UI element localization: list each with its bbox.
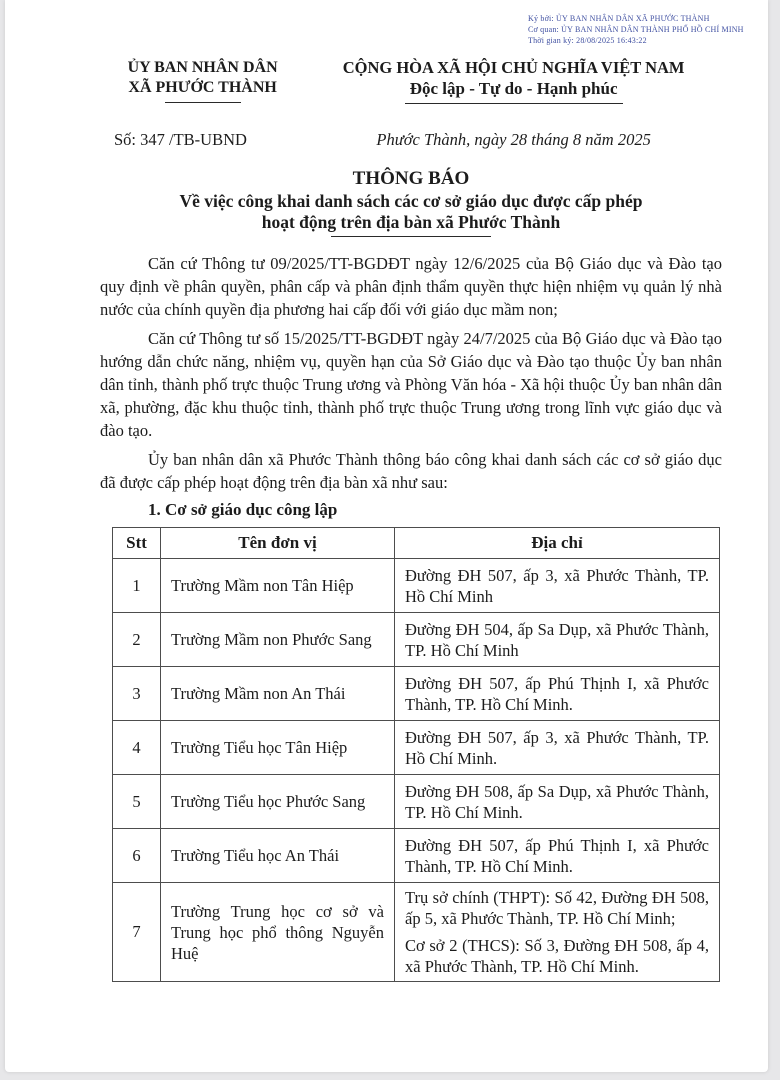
school-address: Đường ĐH 507, ấp 3, xã Phước Thành, TP. Hồ Chí Minh <box>395 559 720 613</box>
school-address: Đường ĐH 507, ấp Phú Thịnh I, xã Phước Thành, TP. Hồ Chí Minh. <box>395 829 720 883</box>
subtitle-underline <box>331 236 491 237</box>
motto-underline <box>405 103 623 104</box>
title-block <box>100 167 722 237</box>
column-header-stt: Stt <box>113 528 161 559</box>
row-index: 5 <box>113 775 161 829</box>
national-motto-block <box>305 58 722 104</box>
school-address-line2: Cơ sở 2 (THCS): Số 3, Đường ĐH 508, ấp 4, xã Phước Thành, TP. Hồ Chí Minh. <box>405 936 709 976</box>
row-index: 1 <box>113 559 161 613</box>
place-and-date: Phước Thành, ngày 28 tháng 8 năm 2025 <box>376 130 651 149</box>
signature-signer: Ký bởi: ỦY BAN NHÂN DÂN XÃ PHƯỚC THÀNH <box>528 14 710 23</box>
school-name: Trường Trung học cơ sở và Trung học phổ thông Nguyễn Huệ <box>161 883 395 982</box>
row-index: 7 <box>113 883 161 982</box>
school-name: Trường Mầm non Phước Sang <box>161 613 395 667</box>
table-header-row <box>113 528 720 559</box>
table-row <box>113 775 720 829</box>
school-address <box>395 883 720 982</box>
school-address-line1: Trụ sở chính (THPT): Số 42, Đường ĐH 508, ấp 5, xã Phước Thành, TP. Hồ Chí Minh; <box>405 888 709 928</box>
paragraph-legal-basis-2: Căn cứ Thông tư số 15/2025/TT-BGDĐT ngày 24/7/2025 của Bộ Giáo dục và Đào tạo hướng dẫn chức năng, nhiệm vụ, quyền hạn của Sở Giáo dục và Đào tạo thuộc Ủy ban nhân dân tỉnh, thành phố trực thuộc Trung ương và Phòng Văn hóa - Xã hội thuộc Ủy ban nhân dân xã, phường, đặc khu thuộc tỉnh, thành phố trực thuộc Trung ương trong lĩnh vực giáo dục và đào tạo. <box>100 329 722 440</box>
number-date-row <box>100 130 722 150</box>
row-index: 4 <box>113 721 161 775</box>
column-header-address: Địa chỉ <box>395 528 720 559</box>
school-name: Trường Mầm non Tân Hiệp <box>161 559 395 613</box>
document-subtitle-line2: hoạt động trên địa bàn xã Phước Thành <box>261 212 561 232</box>
national-title: CỘNG HÒA XÃ HỘI CHỦ NGHĨA VIỆT NAM <box>342 58 685 77</box>
paragraph-announcement: Ủy ban nhân dân xã Phước Thành thông báo công khai danh sách các cơ sở giáo dục đã được cấp phép hoạt động trên địa bàn xã như sau: <box>100 450 722 492</box>
issuer-name-line1: ỦY BAN NHÂN DÂN <box>127 59 278 76</box>
school-address: Đường ĐH 508, ấp Sa Dụp, xã Phước Thành, TP. Hồ Chí Minh. <box>395 775 720 829</box>
row-index: 3 <box>113 667 161 721</box>
document-subtitle-line1: Về việc công khai danh sách các cơ sở giáo dục được cấp phép <box>179 191 643 211</box>
document-number: Số: 347 /TB-UBND <box>114 130 247 149</box>
national-motto: Độc lập - Tự do - Hạnh phúc <box>409 79 618 98</box>
table-row <box>113 883 720 982</box>
table-row <box>113 667 720 721</box>
row-index: 6 <box>113 829 161 883</box>
section-heading-public-schools: 1. Cơ sở giáo dục công lập <box>148 500 338 519</box>
table-row <box>113 559 720 613</box>
table-row <box>113 613 720 667</box>
issuing-authority-block <box>100 58 305 104</box>
school-address: Đường ĐH 507, ấp 3, xã Phước Thành, TP. Hồ Chí Minh. <box>395 721 720 775</box>
column-header-name: Tên đơn vị <box>161 528 395 559</box>
school-name: Trường Tiểu học An Thái <box>161 829 395 883</box>
issuer-underline <box>165 102 241 103</box>
document-title: THÔNG BÁO <box>352 168 470 189</box>
signature-time: Thời gian ký: 28/08/2025 16:43:22 <box>528 36 647 45</box>
paragraph-legal-basis-1: Căn cứ Thông tư 09/2025/TT-BGDĐT ngày 12/6/2025 của Bộ Giáo dục và Đào tạo quy định về phân quyền, phân cấp và phân định thẩm quyền thực hiện nhiệm vụ quản lý nhà nước của chính quyền địa phương hai cấp đối với giáo dục mầm non; <box>100 254 722 319</box>
table-row <box>113 721 720 775</box>
table-row <box>113 829 720 883</box>
row-index: 2 <box>113 613 161 667</box>
signature-agency: Cơ quan: ỦY BAN NHÂN DÂN THÀNH PHỐ HỒ CHÍ MINH <box>528 25 744 34</box>
public-schools-table <box>112 527 720 982</box>
document-page <box>5 0 768 1072</box>
school-name: Trường Tiểu học Tân Hiệp <box>161 721 395 775</box>
school-name: Trường Tiểu học Phước Sang <box>161 775 395 829</box>
school-address: Đường ĐH 507, ấp Phú Thịnh I, xã Phước Thành, TP. Hồ Chí Minh. <box>395 667 720 721</box>
school-name: Trường Mầm non An Thái <box>161 667 395 721</box>
school-address: Đường ĐH 504, ấp Sa Dụp, xã Phước Thành, TP. Hồ Chí Minh <box>395 613 720 667</box>
digital-signature-stamp <box>528 13 744 46</box>
issuer-name-line2: XÃ PHƯỚC THÀNH <box>128 79 277 96</box>
